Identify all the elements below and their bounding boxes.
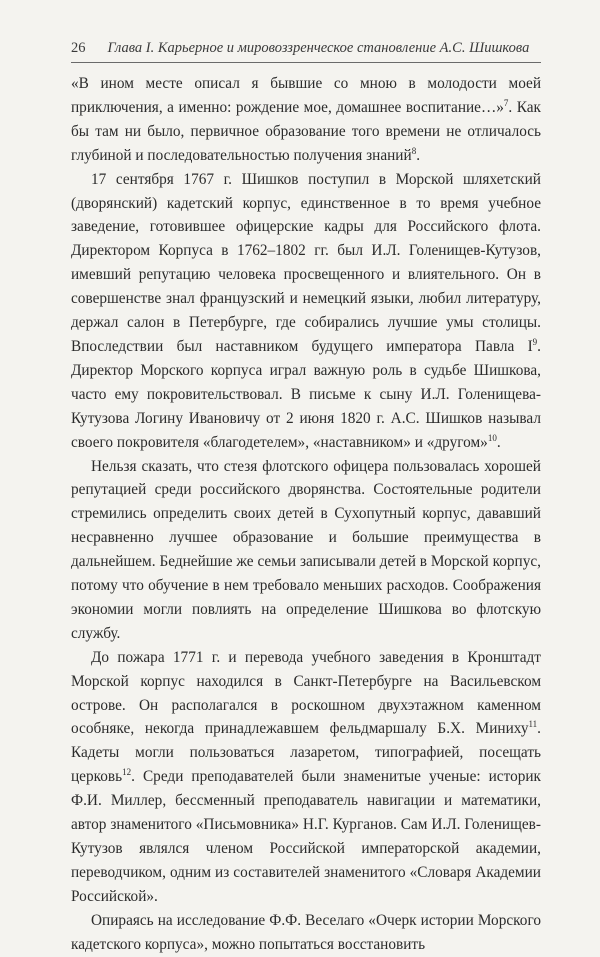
running-header	[71, 40, 541, 57]
footnote-ref-7: 7	[503, 97, 509, 108]
footnote-ref-12: 12	[122, 767, 132, 778]
paragraph-3	[71, 455, 541, 646]
running-title: Глава I. Карьерное и мировоззренческое становление А.С. Шишкова	[107, 40, 530, 56]
paragraph-4	[71, 646, 541, 909]
paragraph-1-text-2: . Как бы там ни было, первичное образование того времени не отличалось глубиной и последовательностью получения знаний	[71, 98, 541, 164]
footnote-ref-10: 10	[487, 432, 497, 443]
paragraph-4-text-2: . Кадеты могли пользоваться лазаретом, типографией, посещать церковь	[71, 720, 541, 786]
footnote-ref-8: 8	[411, 145, 417, 156]
paragraph-1	[71, 72, 541, 168]
paragraph-5-text: Опираясь на исследование Ф.Ф. Веселаго «Очерк истории Морского кадетского корпуса», можно попытаться восстановить	[71, 911, 541, 953]
body-text	[71, 72, 541, 957]
paragraph-2-text: 17 сентября 1767 г. Шишков поступил в Морской шляхетский (дворянский) кадетский корпус, единственное в то время учебное заведение, готовившее офицерские кадры для Российского флота. Директором Корпуса в 1762–1802 гг. был И.Л. Голенищев-Кутузов, имевший репутацию человека просвещенного и влиятельного. Он в совершенстве знал французский и немецкий языки, любил литературу, держал салон в Петербурге, где собирались лучшие умы столицы. Впоследствии был наставником будущего императора Павла I	[71, 170, 541, 355]
paragraph-4-text: До пожара 1771 г. и перевода учебного заведения в Кронштадт Морской корпус находился в Санкт-Петербурге на Васильевском острове. Он располагался в роскошном двухэтажном каменном особняке, некогда принадлежавшем фельдмаршалу Б.Х. Миниху	[71, 648, 541, 738]
paragraph-1-text-3: .	[416, 146, 421, 164]
footnote-ref-9: 9	[532, 336, 538, 347]
paragraph-5	[71, 909, 541, 957]
paragraph-1-text: «В ином месте описал я бывшие со мною в молодости моей приключения, а именно: рождение мое, домашнее воспитание…»	[71, 75, 541, 116]
paragraph-2	[71, 168, 541, 455]
paragraph-2-text-2: . Директор Морского корпуса играл важную роль в судьбе Шишкова, часто ему покровительствовал. В письме к сыну И.Л. Голенищева-Кутузова Логину Ивановичу от 2 июня 1820 г. А.С. Шишков называл своего покровителя «благодетелем», «наставником» и «другом»	[71, 337, 541, 451]
paragraph-3-text: Нельзя сказать, что стезя флотского офицера пользовалась хорошей репутацией среди российского дворянства. Состоятельные родители стремились определить своих детей в Сухопутный корпус, дававший несравненно лучшее образование и большие преимущества в дальнейшем. Беднейшие же семьи записывали детей в Морской корпус, потому что обучение в нем требовало меньших расходов. Соображения экономии могли повлиять на определение Шишкова во флотскую службу.	[71, 457, 541, 642]
paragraph-4-text-3: . Среди преподавателей были знаменитые ученые: историк Ф.И. Миллер, бессменный преподаватель навигации и математики, автор знаменитого «Письмовника» Н.Г. Курганов. Сам И.Л. Голенищев-Кутузов являлся членом Российской императорской академии, переводчиком, одним из составителей знаменитого «Словаря Академии Российской».	[71, 768, 541, 905]
header-rule	[71, 62, 541, 63]
page-number: 26	[71, 40, 86, 56]
paragraph-2-text-3: .	[496, 433, 501, 451]
footnote-ref-11: 11	[528, 719, 538, 730]
